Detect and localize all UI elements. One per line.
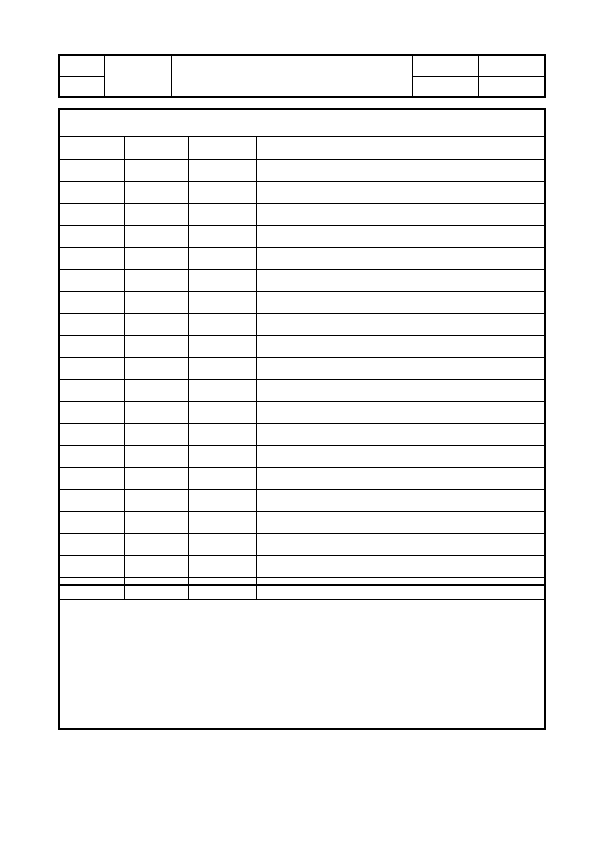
table-cell[interactable]	[60, 182, 124, 204]
table-cell[interactable]	[124, 292, 188, 314]
table-cell[interactable]	[60, 292, 124, 314]
note-item	[64, 646, 540, 656]
table-cell[interactable]	[124, 314, 188, 336]
table-cell[interactable]	[60, 380, 124, 402]
table-cell[interactable]	[256, 248, 544, 270]
table-cell[interactable]	[256, 204, 544, 226]
table-row	[60, 226, 544, 248]
column-header	[188, 137, 256, 160]
column-header	[60, 137, 124, 160]
form-body	[58, 108, 546, 730]
table-cell[interactable]	[188, 380, 256, 402]
table-cell[interactable]	[124, 204, 188, 226]
table-cell[interactable]	[188, 446, 256, 468]
note-item	[64, 632, 540, 642]
table-cell[interactable]	[60, 446, 124, 468]
table-cell[interactable]	[124, 182, 188, 204]
table-cell[interactable]	[256, 556, 544, 578]
table-cell[interactable]	[124, 226, 188, 248]
table-cell[interactable]	[124, 380, 188, 402]
table-cell[interactable]	[188, 314, 256, 336]
table-row	[60, 336, 544, 358]
table-cell[interactable]	[188, 292, 256, 314]
table-cell[interactable]	[256, 160, 544, 182]
table-row	[60, 556, 544, 578]
table-cell[interactable]	[60, 490, 124, 512]
table-cell[interactable]	[60, 314, 124, 336]
table-row	[60, 314, 544, 336]
note-item	[64, 604, 540, 614]
table-cell[interactable]	[60, 248, 124, 270]
table-cell[interactable]	[188, 512, 256, 534]
table-cell[interactable]	[256, 182, 544, 204]
table-cell[interactable]	[256, 226, 544, 248]
table-cell[interactable]	[256, 336, 544, 358]
table-cell[interactable]	[188, 468, 256, 490]
column-header	[124, 137, 188, 160]
table-cell[interactable]	[188, 490, 256, 512]
table-cell[interactable]	[188, 160, 256, 182]
table-row	[60, 358, 544, 380]
table-cell[interactable]	[124, 512, 188, 534]
table-row	[60, 512, 544, 534]
form-code	[59, 41, 189, 52]
table-cell[interactable]	[60, 402, 124, 424]
table-cell[interactable]	[60, 556, 124, 578]
table-cell[interactable]	[188, 204, 256, 226]
table-cell[interactable]	[256, 446, 544, 468]
table-cell[interactable]	[124, 248, 188, 270]
column-header	[256, 137, 544, 160]
table-cell[interactable]	[60, 534, 124, 556]
notes-section	[60, 584, 544, 728]
note-item	[64, 618, 540, 628]
table-cell[interactable]	[256, 424, 544, 446]
notes-heading	[64, 590, 540, 600]
table-cell[interactable]	[124, 402, 188, 424]
table-cell[interactable]	[124, 358, 188, 380]
table-cell[interactable]	[124, 270, 188, 292]
table-row	[60, 380, 544, 402]
table-header-row	[60, 137, 544, 160]
table-cell[interactable]	[60, 160, 124, 182]
table-cell[interactable]	[188, 402, 256, 424]
table-row	[60, 270, 544, 292]
table-row	[60, 402, 544, 424]
footer-text	[300, 735, 546, 747]
table-cell[interactable]	[124, 534, 188, 556]
table-row	[60, 182, 544, 204]
table-cell[interactable]	[60, 204, 124, 226]
table-cell[interactable]	[124, 160, 188, 182]
table-cell[interactable]	[256, 270, 544, 292]
table-cell[interactable]	[124, 446, 188, 468]
table-cell[interactable]	[256, 314, 544, 336]
table-cell[interactable]	[188, 534, 256, 556]
table-cell[interactable]	[124, 490, 188, 512]
table-row	[60, 424, 544, 446]
table-row	[60, 204, 544, 226]
table-cell[interactable]	[256, 358, 544, 380]
table-cell[interactable]	[188, 358, 256, 380]
table-cell[interactable]	[188, 270, 256, 292]
table-cell[interactable]	[256, 380, 544, 402]
table-cell[interactable]	[188, 182, 256, 204]
table-cell[interactable]	[60, 358, 124, 380]
table-row	[60, 468, 544, 490]
table-cell[interactable]	[124, 556, 188, 578]
table-cell[interactable]	[60, 424, 124, 446]
form-header	[58, 54, 546, 98]
table-cell[interactable]	[256, 490, 544, 512]
table-cell[interactable]	[124, 336, 188, 358]
table-cell[interactable]	[188, 226, 256, 248]
table-row	[60, 534, 544, 556]
table-cell[interactable]	[60, 336, 124, 358]
table-cell[interactable]	[188, 424, 256, 446]
table-row	[60, 490, 544, 512]
table-cell[interactable]	[60, 226, 124, 248]
table-row	[60, 248, 544, 270]
table-cell[interactable]	[256, 534, 544, 556]
table-cell[interactable]	[188, 248, 256, 270]
table-cell[interactable]	[124, 468, 188, 490]
table-cell[interactable]	[256, 402, 544, 424]
table-row	[60, 446, 544, 468]
table-cell[interactable]	[60, 512, 124, 534]
table-cell[interactable]	[188, 336, 256, 358]
table-row	[60, 160, 544, 182]
entry-table	[60, 136, 544, 600]
table-row	[60, 292, 544, 314]
table-cell[interactable]	[256, 512, 544, 534]
table-cell[interactable]	[256, 292, 544, 314]
table-cell[interactable]	[188, 556, 256, 578]
table-cell[interactable]	[124, 424, 188, 446]
table-cell[interactable]	[256, 468, 544, 490]
table-cell[interactable]	[60, 270, 124, 292]
table-cell[interactable]	[60, 468, 124, 490]
